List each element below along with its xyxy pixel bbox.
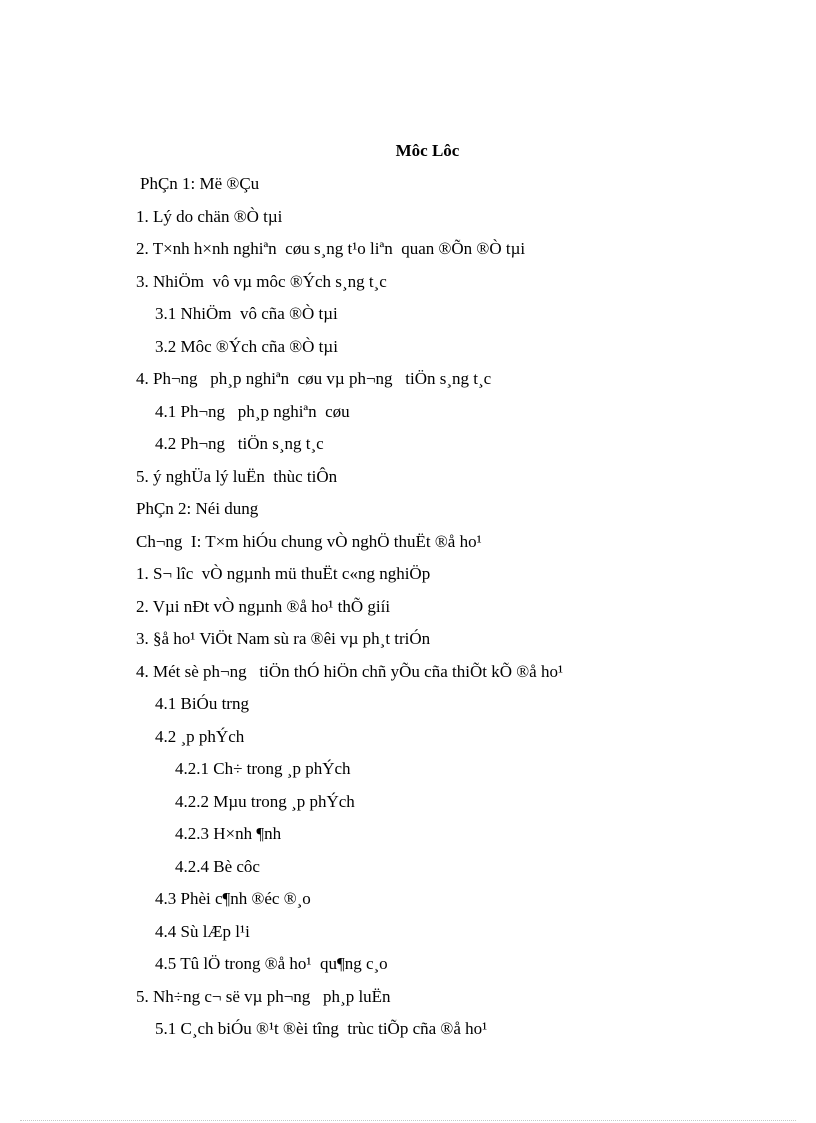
toc-entry: 5. Nh÷ng c¬ së vµ ph¬ng ph¸p luËn [136,986,391,1006]
toc-entry: 3. §å ho¹ ViÖt Nam sù ra ®êi vµ ph¸t triÓn [136,629,431,648]
toc-entry: 2. T×nh h×nh nghiªn cøu s¸ng t¹o liªn quan ®Õn ®Ò tµi [136,239,526,258]
toc-entry: 4.2.4 Bè côc [175,856,260,876]
toc-entry: 4.2 ¸p phÝch [155,726,245,746]
table-of-contents [0,173,816,1051]
toc-entry: 4.1 Ph¬ng ph¸p nghiªn cøu [155,401,350,421]
toc-entry: 4. Ph¬ng ph¸p nghiªn cøu vµ ph¬ng tiÖn s¸ng t¸c [136,369,492,388]
toc-entry: 4.2.2 Mµu trong ¸p phÝch [175,791,355,811]
toc-entry: 4.3 Phèi c¶nh ®éc ®¸o [155,889,311,908]
toc-entry: 5.1 C¸ch biÓu ®¹t ®èi tîng trùc tiÕp cña ®å ho¹ [155,1019,488,1038]
toc-entry: 1. S¬ lîc vÒ ngµnh mü thuËt c«ng nghiÖp [136,564,431,583]
toc-entry: 4. Mét sè ph¬ng tiÖn thÓ hiÖn chñ yÕu cña thiÕt kÕ ®å ho¹ [136,661,564,681]
toc-entry: 3.1 NhiÖm vô cña ®Ò tµi [155,304,338,323]
toc-entry: PhÇn 2: Néi dung [136,499,259,518]
toc-entry: 4.1 BiÓu trng [155,694,249,713]
toc-entry: 3. NhiÖm vô vµ môc ®Ých s¸ng t¸c [136,271,387,291]
toc-entry: PhÇn 1: Më ®Çu [140,174,260,193]
page-divider [20,1120,796,1121]
toc-entry: 4.2.3 H×nh ¶nh [175,824,282,843]
toc-entry: 4.4 Sù lÆp l¹i [155,921,250,941]
toc-entry: 4.5 Tû lÖ trong ®å ho¹ qu¶ng c¸o [155,954,388,973]
toc-entry: 5. ý nghÜa lý luËn thùc tiÔn [136,466,338,486]
toc-entry: 1. Lý do chän ®Ò tµi [136,206,283,226]
page-title: Môc Lôc [395,141,460,160]
toc-entry: 4.2.1 Ch÷ trong ¸p phÝch [175,759,351,778]
toc-entry: 4.2 Ph¬ng tiÖn s¸ng t¸c [155,434,324,453]
toc-entry: 3.2 Môc ®Ých cña ®Ò tµi [155,336,338,356]
toc-entry: Ch¬ng I: T×m hiÓu chung vÒ nghÖ thuËt ®å ho¹ [136,531,482,551]
toc-entry: 2. Vµi nÐt vÒ ngµnh ®å ho¹ thÕ giíi [136,596,391,616]
